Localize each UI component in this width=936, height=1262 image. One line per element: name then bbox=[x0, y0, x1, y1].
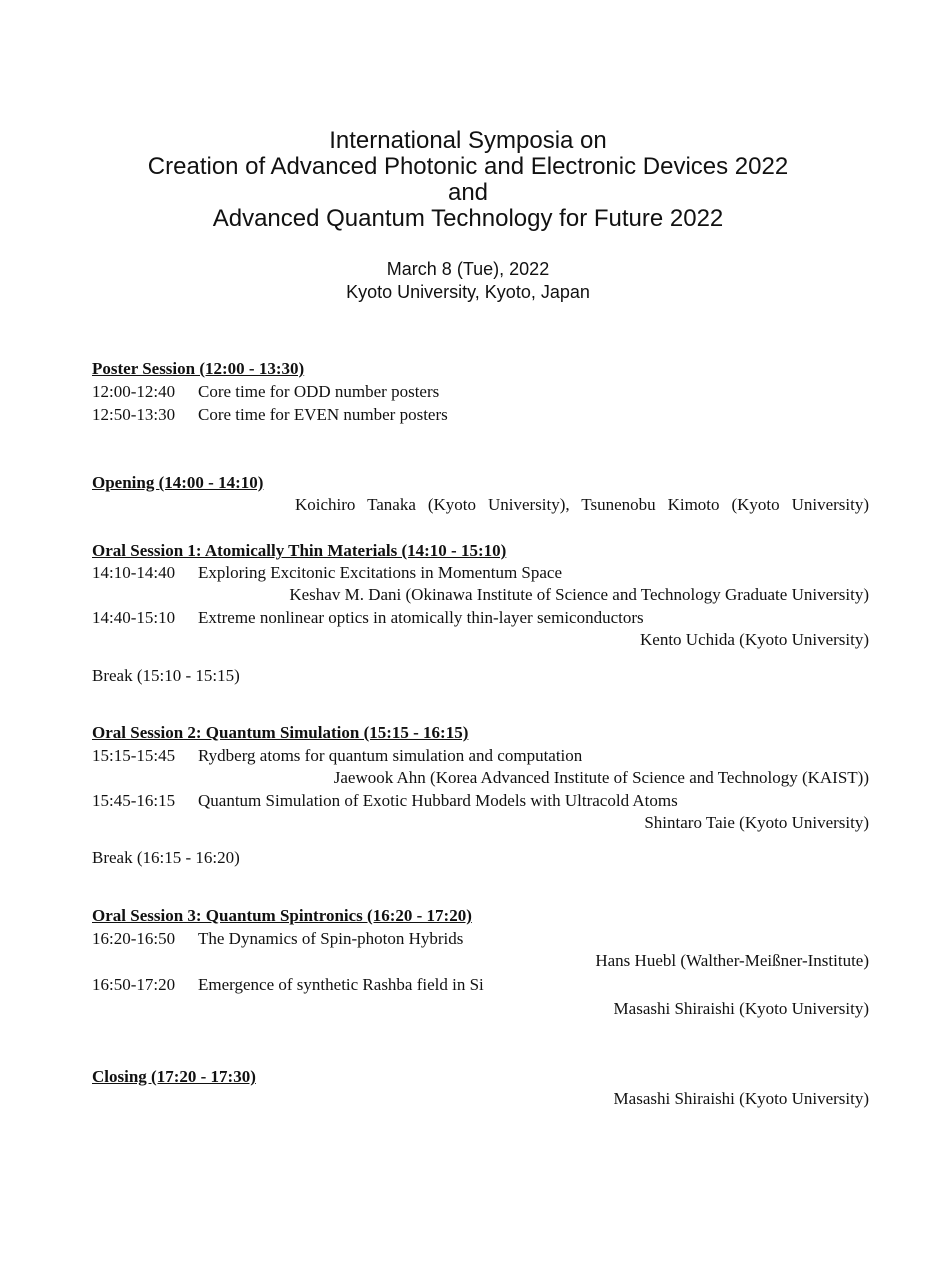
break-1: Break (15:10 - 15:15) bbox=[92, 666, 240, 685]
talk-row bbox=[92, 928, 869, 950]
talk-row bbox=[92, 790, 869, 812]
talk-title: Emergence of synthetic Rashba field in Si bbox=[198, 975, 484, 994]
talk-time: 16:20-16:50 bbox=[92, 929, 176, 948]
poster-item-time: 12:00-12:40 bbox=[92, 382, 176, 401]
poster-item bbox=[92, 381, 869, 403]
oral-session-1-heading: Oral Session 1: Atomically Thin Materials (14:10 - 15:10) bbox=[92, 541, 507, 560]
talk-title: The Dynamics of Spin-photon Hybrids bbox=[198, 929, 464, 948]
oral-session-2-heading: Oral Session 2: Quantum Simulation (15:15 - 16:15) bbox=[92, 723, 469, 742]
talk-row bbox=[92, 974, 869, 996]
closing-heading: Closing (17:20 - 17:30) bbox=[92, 1067, 256, 1086]
talk-time: 14:40-15:10 bbox=[92, 608, 176, 627]
title-line-4: Advanced Quantum Technology for Future 2022 bbox=[212, 205, 724, 232]
talk-speaker: Kento Uchida (Kyoto University) bbox=[640, 630, 869, 649]
talk-time: 15:15-15:45 bbox=[92, 746, 176, 765]
opening-heading: Opening (14:00 - 14:10) bbox=[92, 473, 264, 492]
poster-item-text: Core time for ODD number posters bbox=[198, 382, 440, 401]
event-date: March 8 (Tue), 2022 bbox=[386, 259, 550, 279]
talk-row bbox=[92, 745, 869, 767]
talk-speaker: Masashi Shiraishi (Kyoto University) bbox=[613, 999, 869, 1018]
title-line-1: International Symposia on bbox=[329, 127, 607, 154]
talk-speaker: Keshav M. Dani (Okinawa Institute of Science and Technology Graduate University) bbox=[289, 585, 869, 604]
talk-speaker: Shintaro Taie (Kyoto University) bbox=[644, 813, 869, 832]
poster-item bbox=[92, 404, 869, 426]
poster-item-text: Core time for EVEN number posters bbox=[198, 405, 448, 424]
talk-title: Extreme nonlinear optics in atomically thin-layer semiconductors bbox=[198, 608, 644, 627]
talk-speaker: Hans Huebl (Walther-Meißner-Institute) bbox=[595, 951, 869, 970]
talk-title: Rydberg atoms for quantum simulation and computation bbox=[198, 746, 583, 765]
title-line-2: Creation of Advanced Photonic and Electronic Devices 2022 bbox=[147, 153, 789, 180]
talk-time: 15:45-16:15 bbox=[92, 791, 176, 810]
closing-speaker: Masashi Shiraishi (Kyoto University) bbox=[613, 1089, 869, 1108]
event-venue: Kyoto University, Kyoto, Japan bbox=[346, 282, 590, 302]
talk-title: Quantum Simulation of Exotic Hubbard Models with Ultracold Atoms bbox=[198, 791, 678, 810]
talk-row bbox=[92, 607, 869, 629]
talk-row bbox=[92, 562, 869, 584]
talk-time: 16:50-17:20 bbox=[92, 975, 176, 994]
poster-session-heading: Poster Session (12:00 - 13:30) bbox=[92, 359, 305, 378]
opening-speakers: Koichiro Tanaka (Kyoto University), Tsunenobu Kimoto (Kyoto University) bbox=[295, 495, 869, 514]
talk-title: Exploring Excitonic Excitations in Momentum Space bbox=[198, 563, 563, 582]
oral-session-3-heading: Oral Session 3: Quantum Spintronics (16:20 - 17:20) bbox=[92, 906, 472, 925]
break-2: Break (16:15 - 16:20) bbox=[92, 848, 240, 867]
talk-time: 14:10-14:40 bbox=[92, 563, 176, 582]
title-line-3: and bbox=[447, 179, 489, 206]
talk-speaker: Jaewook Ahn (Korea Advanced Institute of Science and Technology (KAIST)) bbox=[333, 768, 869, 787]
poster-item-time: 12:50-13:30 bbox=[92, 405, 176, 424]
